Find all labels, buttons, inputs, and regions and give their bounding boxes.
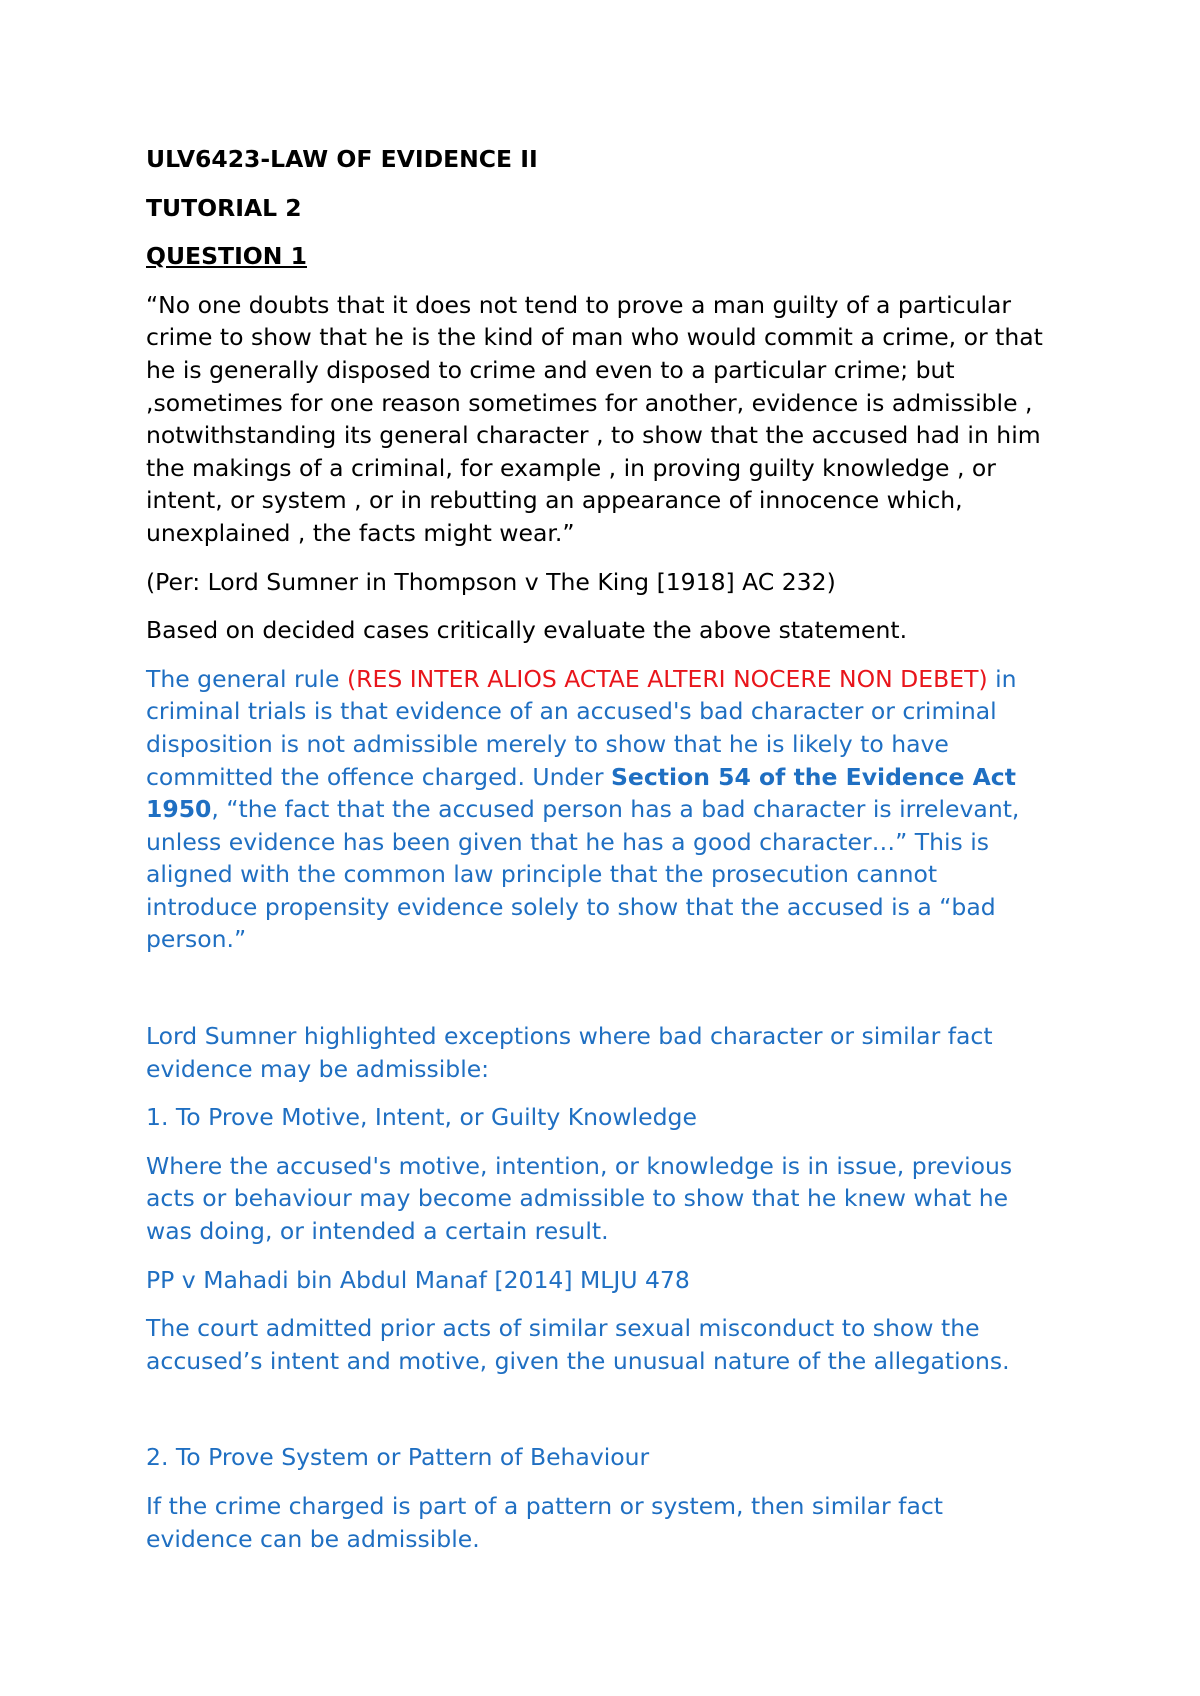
blank-line <box>146 1393 1050 1441</box>
tutorial-title: TUTORIAL 2 <box>146 193 302 222</box>
answer-paragraph: If the crime charged is part of a pattern or system, then similar fact evidence can be admissible. <box>146 1492 943 1553</box>
statute-reference: Section 54 of the Evidence Act 1950 <box>146 762 1016 824</box>
latin-maxim: (RES INTER ALIOS ACTAE ALTERI NOCERE NON DEBET) <box>346 664 988 693</box>
case-citation: PP v Mahadi bin Abdul Manaf [2014] MLJU 478 <box>146 1265 690 1294</box>
blank-line <box>146 972 1050 1020</box>
question-heading: QUESTION 1 <box>146 242 307 271</box>
exception-heading-2: 2. To Prove System or Pattern of Behaviour <box>146 1443 650 1472</box>
exception-heading-1: 1. To Prove Motive, Intent, or Guilty Knowledge <box>146 1103 697 1132</box>
answer-paragraph: The court admitted prior acts of similar sexual misconduct to show the accused’s intent and motive, given the unusual nature of the allegations. <box>146 1314 1010 1375</box>
answer-text: , “the fact that the accused person has a bad character is irrelevant, unless evidence has been given that he has a good character…” This is aligned with the common law principle that the prosecution cannot introduce propensity evidence solely to show that the accused is a “bad person.” <box>146 795 1020 954</box>
citation: (Per: Lord Sumner in Thompson v The King [1918] AC 232) <box>146 567 836 596</box>
answer-paragraph-exceptions: Lord Sumner highlighted exceptions where bad character or similar fact evidence may be admissible: <box>146 1022 993 1083</box>
quote-paragraph: “No one doubts that it does not tend to prove a man guilty of a particular crime to show that he is the kind of man who would commit a crime, or that he is generally disposed to crime and even to a particular crime; but ,sometimes for one reason sometimes for another, evidence is admissible , notwithstanding its general character , to show that the accused had in him the makings of a criminal, for example , in proving guilty knowledge , or intent, or system , or in rebutting an appearance of innocence which, unexplained , the facts might wear.” <box>146 290 1043 547</box>
course-title: ULV6423-LAW OF EVIDENCE II <box>146 145 538 173</box>
answer-paragraph: Where the accused's motive, intention, or knowledge is in issue, previous acts or behaviour may become admissible to show that he knew what he was doing, or intended a certain result. <box>146 1151 1013 1246</box>
answer-text: in criminal trials is that evidence of an accused's bad character or criminal disposition is not admissible merely to show that he is likely to have committed the offence charged. Under <box>146 664 1017 791</box>
answer-paragraph-general-rule <box>146 663 1050 956</box>
instruction: Based on decided cases critically evaluate the above statement. <box>146 616 908 645</box>
answer-text: The general rule <box>146 664 347 693</box>
